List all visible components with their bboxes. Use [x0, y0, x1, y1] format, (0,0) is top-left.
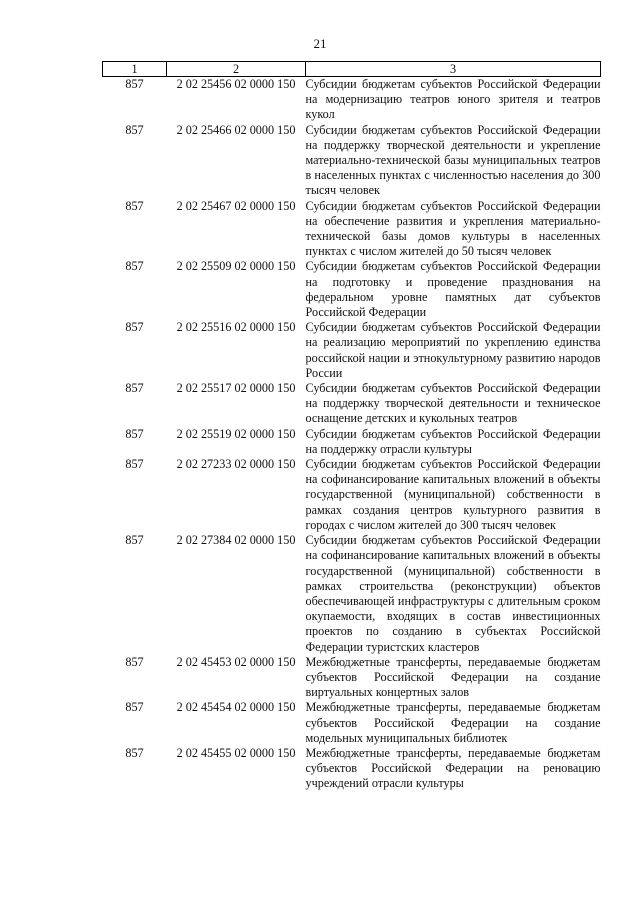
admin-code-cell: 857	[125, 77, 144, 91]
table-row	[103, 199, 601, 260]
description-cell: Субсидии бюджетам субъектов Российской Федерации на поддержку творческой деятельности и техническое оснащение детских и кукольных театров	[305, 381, 601, 426]
admin-code-cell: 857	[125, 700, 144, 715]
revenue-codes-table	[102, 61, 601, 792]
revenue-code-cell: 2 02 25456 02 0000 150	[176, 77, 296, 91]
table-row	[103, 77, 601, 123]
admin-code-cell: 857	[125, 198, 144, 213]
revenue-code-cell: 2 02 45454 02 0000 150	[176, 700, 296, 715]
table-row	[103, 427, 601, 457]
table-header	[103, 62, 601, 77]
page-number: 21	[313, 36, 327, 51]
description-cell: Межбюджетные трансферты, передаваемые бюджетам субъектов Российской Федерации на создание модельных муниципальных библиотек	[305, 700, 601, 745]
admin-code-cell: 857	[125, 745, 144, 760]
admin-code-cell: 857	[125, 533, 144, 548]
column-header-3: 3	[306, 62, 601, 77]
description-cell: Субсидии бюджетам субъектов Российской Федерации на софинансирование капитальных вложений в объекты государственной (муниципальной) собственности в рамках создания центров культурного развития в городах с числом жителей до 300 тысяч человек	[305, 457, 601, 532]
table-row	[103, 320, 601, 381]
table-row	[103, 655, 601, 701]
revenue-code-cell: 2 02 25466 02 0000 150	[176, 122, 296, 137]
description-cell: Межбюджетные трансферты, передаваемые бюджетам субъектов Российской Федерации на реновацию учреждений отрасли культуры	[305, 745, 601, 791]
revenue-code-cell: 2 02 45455 02 0000 150	[176, 745, 296, 760]
revenue-code-cell: 2 02 25467 02 0000 150	[176, 198, 296, 213]
admin-code-cell: 857	[125, 426, 144, 441]
description-cell: Субсидии бюджетам субъектов Российской Федерации на поддержку отрасли культуры	[305, 426, 601, 456]
table-body	[103, 77, 601, 792]
description-cell: Межбюджетные трансферты, передаваемые бюджетам субъектов Российской Федерации на создание виртуальных концертных залов	[305, 654, 601, 700]
table-row	[103, 123, 601, 199]
admin-code-cell: 857	[125, 320, 144, 335]
table-row	[103, 533, 601, 655]
revenue-code-cell: 2 02 27384 02 0000 150	[176, 533, 296, 548]
revenue-code-cell: 2 02 25516 02 0000 150	[176, 320, 296, 335]
table-row	[103, 259, 601, 320]
table-row	[103, 381, 601, 427]
revenue-code-cell: 2 02 25517 02 0000 150	[176, 381, 296, 396]
admin-code-cell: 857	[125, 259, 144, 274]
description-cell: Субсидии бюджетам субъектов Российской Федерации на подготовку и проведение празднования на федеральном уровне памятных дат субъектов Российской Федерации	[305, 259, 601, 320]
table-row	[103, 700, 601, 746]
table-row	[103, 457, 601, 533]
revenue-code-cell: 2 02 25519 02 0000 150	[176, 426, 296, 441]
admin-code-cell: 857	[125, 654, 144, 669]
table-row	[103, 746, 601, 792]
admin-code-cell: 857	[125, 381, 144, 396]
admin-code-cell: 857	[125, 122, 144, 137]
header-row	[103, 62, 601, 77]
description-cell: Субсидии бюджетам субъектов Российской Федерации на обеспечение развития и укрепления материально-технической базы домов культуры в населенных пунктах с числом жителей до 50 тысяч человек	[305, 198, 601, 259]
description-cell: Субсидии бюджетам субъектов Российской Федерации на модернизацию театров юного зрителя и театров кукол	[305, 77, 601, 122]
column-header-2: 2	[167, 62, 306, 77]
description-cell: Субсидии бюджетам субъектов Российской Федерации на реализацию мероприятий по укреплению единства российской нации и этнокультурному развитию народов России	[305, 320, 601, 380]
description-cell: Субсидии бюджетам субъектов Российской Федерации на софинансирование капитальных вложений в объекты государственной (муниципальной) собственности в рамках строительства (реконструкции) объектов обеспечивающей инфраструктуры с длительным сроком окупаемости, входящих в состав инвестиционных проектов по созданию в субъектах Российской Федерации туристских кластеров	[305, 533, 601, 654]
column-header-1: 1	[103, 62, 167, 77]
revenue-code-cell: 2 02 25509 02 0000 150	[176, 259, 296, 274]
description-cell: Субсидии бюджетам субъектов Российской Федерации на поддержку творческой деятельности и укрепление материально-технической базы муниципальных театров в населенных пунктах с численностью населения до 300 тысяч человек	[305, 122, 601, 198]
admin-code-cell: 857	[125, 457, 144, 472]
revenue-code-cell: 2 02 27233 02 0000 150	[176, 457, 296, 472]
revenue-code-cell: 2 02 45453 02 0000 150	[176, 654, 296, 669]
